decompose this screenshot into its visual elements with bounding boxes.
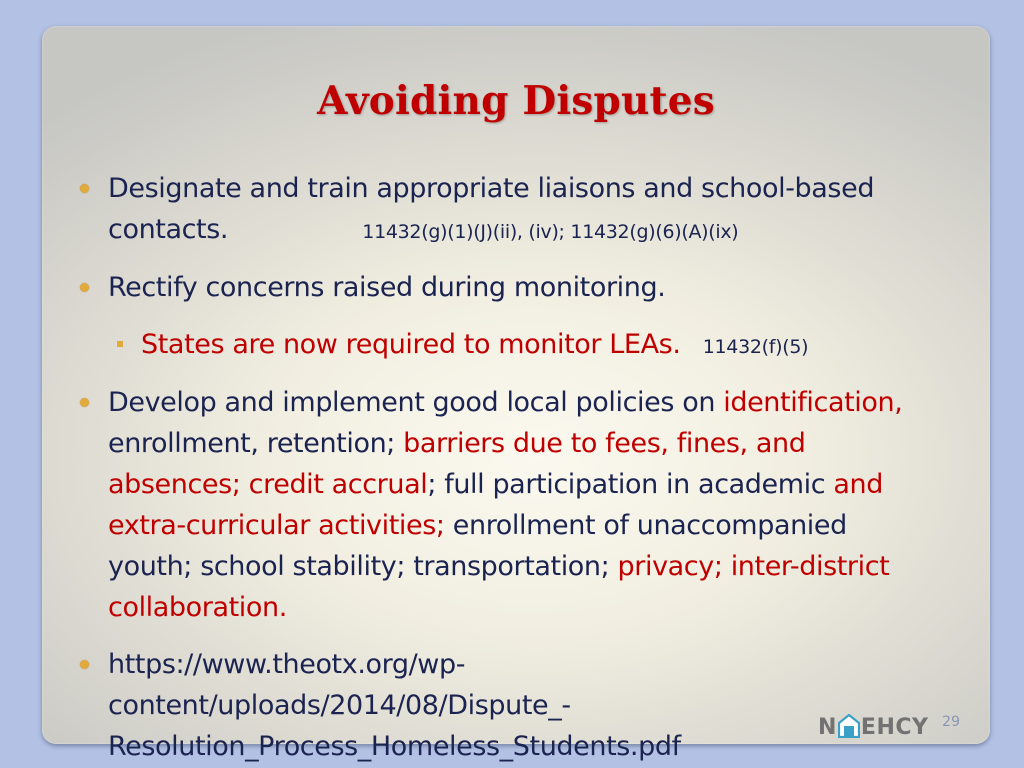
bullet-text: ; full participation in academic <box>427 469 834 500</box>
url-link-line[interactable]: Resolution_Process_Homeless_Students.pdf <box>108 731 681 762</box>
sub-bullet-item <box>141 324 961 368</box>
page-number: 29 <box>942 714 960 730</box>
highlight-text: privacy; inter-district <box>617 551 890 582</box>
slide <box>42 26 990 762</box>
highlight-text: extra-curricular activities; <box>108 510 445 541</box>
bullet-text: contacts. <box>108 214 229 245</box>
bullet-dot-icon <box>80 660 89 669</box>
bullet-text: Rectify concerns raised during monitoring. <box>108 272 666 303</box>
sub-bullet-text: States are now required to monitor LEAs. <box>141 329 681 360</box>
highlight-text: identification, <box>723 387 903 418</box>
bullet-item-policies <box>108 382 970 628</box>
bullet-text: enrollment of unaccompanied <box>444 510 847 541</box>
slide-title: Avoiding Disputes <box>317 78 715 124</box>
bullet-text: youth; school stability; transportation; <box>108 551 618 582</box>
bullet-text: Develop and implement good local policies on <box>108 387 724 418</box>
url-link-line[interactable]: content/uploads/2014/08/Dispute_- <box>108 690 571 721</box>
bullet-dot-icon <box>80 283 89 292</box>
nchehcy-logo: N EHCY <box>818 714 929 740</box>
bullet-dot-icon <box>80 184 89 193</box>
highlight-text: and <box>833 469 883 500</box>
legal-citation: 11432(g)(1)(J)(ii), (iv); 11432(g)(6)(A)(ix) <box>362 221 739 243</box>
url-link-line[interactable]: https://www.theotx.org/wp- <box>108 649 466 680</box>
house-icon <box>838 714 860 738</box>
highlight-text: collaboration. <box>108 592 287 623</box>
bullet-item-url <box>108 644 970 767</box>
bullet-dot-icon <box>80 398 89 407</box>
bullet-item-monitoring <box>108 267 970 308</box>
bullet-text: Designate and train appropriate liaisons and school-based <box>108 173 875 204</box>
bullet-list <box>42 26 990 762</box>
bullet-text: enrollment, retention; <box>108 428 404 459</box>
bullet-item-liaisons <box>108 168 970 253</box>
square-bullet-icon <box>117 341 123 347</box>
legal-citation: 11432(f)(5) <box>702 336 809 358</box>
highlight-text: absences; credit accrual <box>108 469 428 500</box>
highlight-text: barriers due to fees, fines, and <box>403 428 806 459</box>
